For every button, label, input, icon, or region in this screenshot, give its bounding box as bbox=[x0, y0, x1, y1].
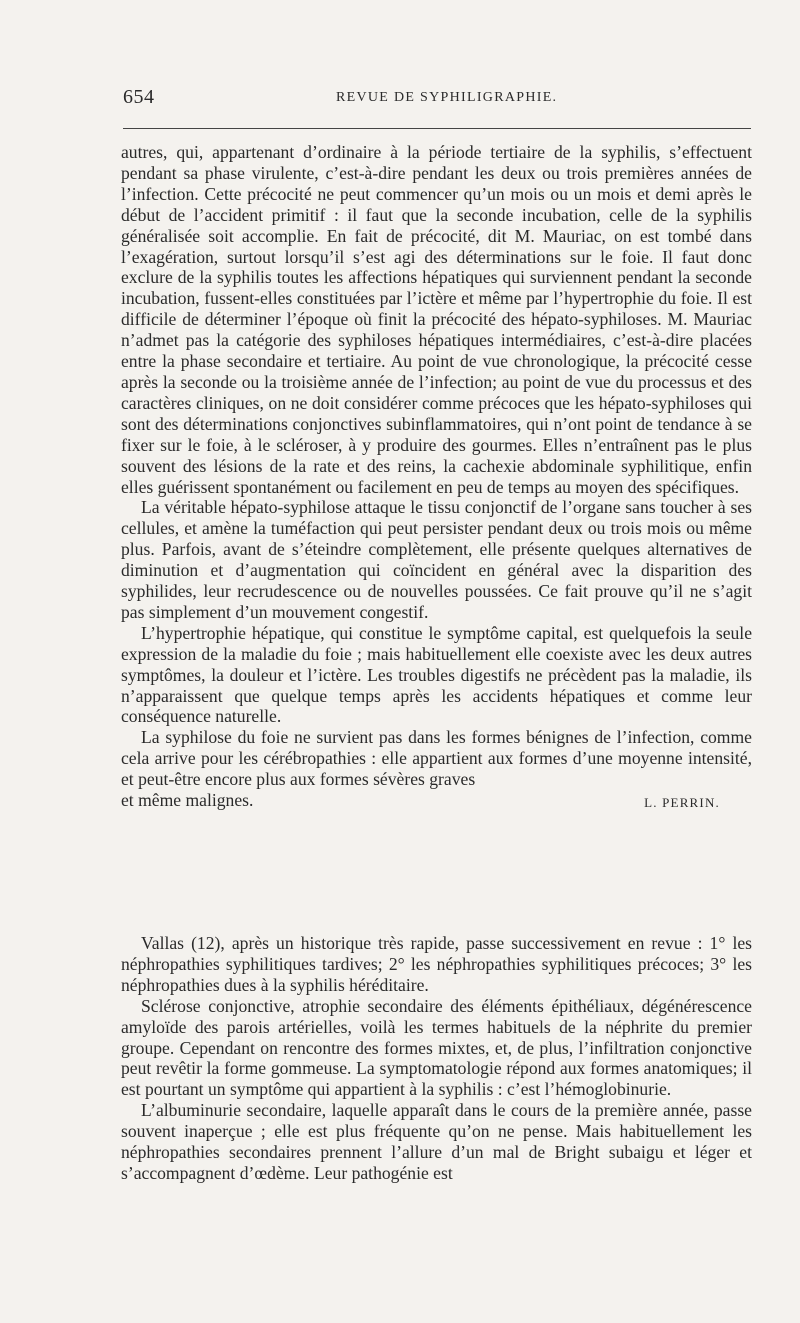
paragraph-end: et même malignes. bbox=[121, 790, 254, 811]
running-title: REVUE DE SYPHILIGRAPHIE. bbox=[336, 90, 558, 105]
paragraph: L’hypertrophie hépatique, qui constitue le symptôme capital, est quelquefois la seule expression de la maladie du foie ; mais habituellement elle coexiste avec les deux autres symptômes, la douleur et l’ictère. Les troubles digestifs ne précèdent pas la maladie, ils n’apparaissent que quelque temps après les accidents hépatiques et comme leur conséquence naturelle. bbox=[121, 622, 752, 727]
section-nephropathies bbox=[121, 933, 752, 1184]
section-hepatic-syphilis bbox=[121, 142, 752, 811]
paragraph: L’albuminurie secondaire, laquelle apparaît dans le cours de la première année, passe souvent inaperçue ; elle est plus fréquente qu’on ne pense. Mais habituellement les néphropathies secondaires prennent l’allure d’un mal de Bright subaigu et léger et s’accompagnent d’œdème. Leur pathogénie est bbox=[121, 1100, 752, 1183]
paragraph: autres, qui, appartenant d’ordinaire à la période tertiaire de la syphilis, s’effectuent pendant sa phase virulente, c’est-à-dire pendant les deux ou trois premières années de l’infection. Cette précocité ne peut commencer qu’un mois ou un mois et demi après le début de l’accident primitif : il faut que la seconde incubation, celle de la syphilis généralisée soit accomplie. En fait de précocité, dit M. Mauriac, on est tombé dans l’exagération, surtout lorsqu’il s’est agi des déterminations sur le foie. Il faut donc exclure de la syphilis toutes les affections hépatiques qui surviennent pendant la seconde incubation, fussent-elles constituées par l’ictère et même par l’hypertrophie du foie. Il est difficile de déterminer l’époque où finit la précocité des hépato-syphiloses. M. Mauriac n’admet pas la catégorie des syphiloses hépatiques intermédiaires, c’est-à-dire placées entre la phase secondaire et tertiaire. Au point de vue chronologique, la précocité cesse après la seconde ou la troisième année de l’infection; au point de vue du processus et des caractères cliniques, on ne doit considérer comme précoces que les hépato-syphiloses qui sont des déterminations conjonctives subinflammatoires, qui n’ont point de tendance à se fixer sur le foie, à le scléroser, à y produire des gourmes. Elles n’entraînent pas le plus souvent des lésions de la rate et des reins, la cachexie abdominale syphilitique, enfin elles guérissent spontanément ou facilement en peu de temps au moyen des spécifiques. bbox=[121, 142, 752, 497]
header-rule bbox=[123, 128, 751, 129]
paragraph: Sclérose conjonctive, atrophie secondaire des éléments épithéliaux, dégénérescence amyloïde des parois artérielles, voilà les termes habituels de la néphrite du premier groupe. Cependant on rencontre des formes mixtes, et, de plus, l’infiltration conjonctive peut revêtir la forme gommeuse. La symptomatologie répond aux formes anatomiques; il est pourtant un symptôme qui appartient à la syphilis : c’est l’hémoglobinurie. bbox=[121, 995, 752, 1100]
paragraph: Vallas (12), après un historique très rapide, passe successivement en revue : 1° les néphropathies syphilitiques tardives; 2° les néphropathies syphilitiques précoces; 3° les néphropathies dues à la syphilis héréditaire. bbox=[121, 933, 752, 995]
paragraph: La syphilose du foie ne survient pas dans les formes bénignes de l’infection, comme cela arrive pour les cérébropathies : elle appartient aux formes d’une moyenne intensité, et peut-être encore plus aux formes sévères graves bbox=[121, 727, 752, 790]
author-signature: L. PERRIN. bbox=[644, 795, 720, 811]
paragraph: La véritable hépato-syphilose attaque le tissu conjonctif de l’organe sans toucher à ses cellules, et amène la tuméfaction qui peut persister pendant deux ou trois mois ou même plus. Parfois, avant de s’éteindre complètement, elle présente quelques alternatives de diminution et d’augmentation qui coïncident en général avec la disparition des syphilides, leur recrudescence ou de nouvelles poussées. Ce fait prouve qu’il ne s’agit pas simplement d’un mouvement congestif. bbox=[121, 497, 752, 622]
page-header bbox=[123, 84, 753, 112]
signature-line bbox=[121, 790, 752, 811]
page-number: 654 bbox=[123, 86, 155, 108]
